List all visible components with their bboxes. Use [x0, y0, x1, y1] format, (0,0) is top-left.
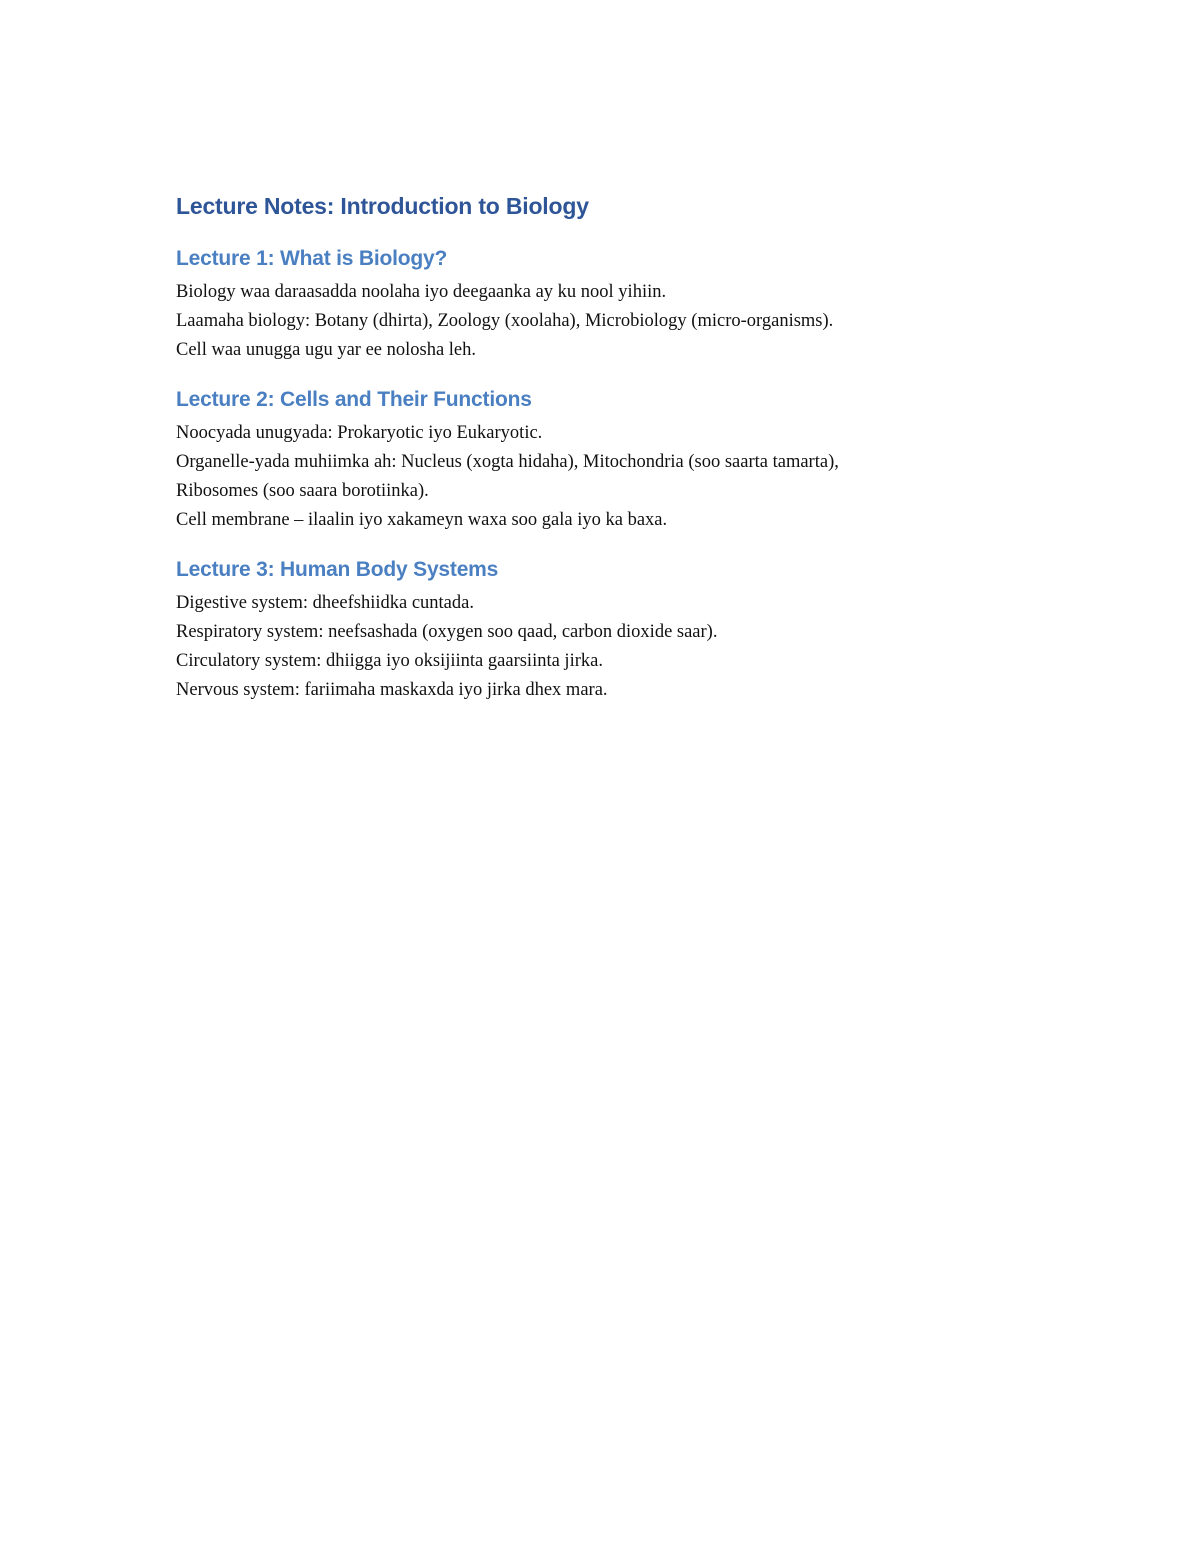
document-title: Lecture Notes: Introduction to Biology [176, 193, 589, 219]
paragraph-line: Organelle-yada muhiimka ah: Nucleus (xogta hidaha), Mitochondria (soo saarta tamarta), [176, 452, 839, 472]
paragraph-line: Laamaha biology: Botany (dhirta), Zoology (xoolaha), Microbiology (micro-organisms). [176, 311, 834, 331]
paragraph-line: Cell membrane – ilaalin iyo xakameyn waxa soo gala iyo ka baxa. [176, 510, 668, 530]
document-body [176, 188, 1076, 705]
section-lecture-3 [176, 555, 1076, 705]
section-heading: Lecture 2: Cells and Their Functions [176, 388, 532, 411]
paragraph-line: Digestive system: dheefshiidka cuntada. [176, 593, 474, 613]
paragraph-line: Circulatory system: dhiigga iyo oksijiinta gaarsiinta jirka. [176, 651, 603, 671]
paragraph-line: Noocyada unugyada: Prokaryotic iyo Eukaryotic. [176, 423, 543, 443]
section-lecture-1 [176, 244, 1076, 365]
paragraph-line: Cell waa unugga ugu yar ee nolosha leh. [176, 340, 477, 360]
paragraph-line: Biology waa daraasadda noolaha iyo deegaanka ay ku nool yihiin. [176, 282, 667, 302]
section-heading: Lecture 3: Human Body Systems [176, 558, 499, 581]
paragraph-line: Ribosomes (soo saara borotiinka). [176, 481, 429, 501]
paragraph-line: Nervous system: fariimaha maskaxda iyo jirka dhex mara. [176, 680, 608, 700]
section-heading: Lecture 1: What is Biology? [176, 247, 448, 270]
paragraph-line: Respiratory system: neefsashada (oxygen soo qaad, carbon dioxide saar). [176, 622, 718, 642]
section-lecture-2 [176, 385, 1076, 535]
